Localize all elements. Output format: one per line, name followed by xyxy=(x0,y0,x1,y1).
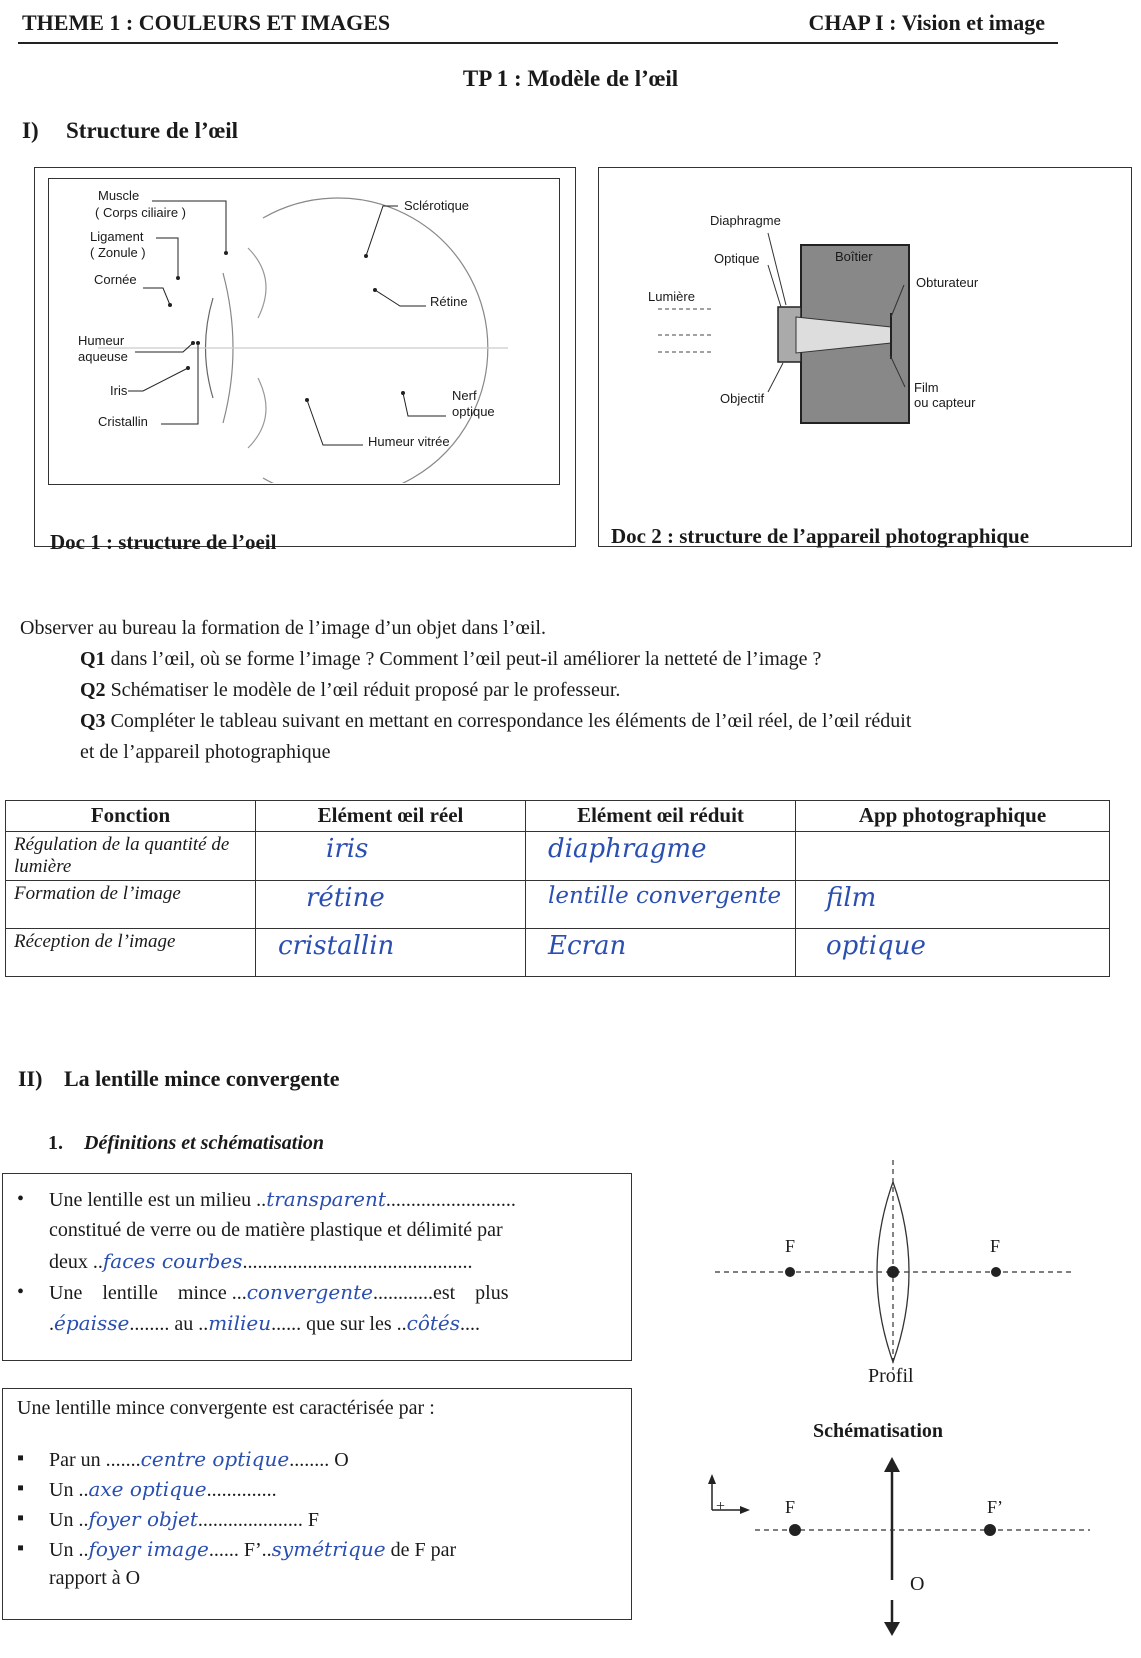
fill-symetrique[interactable]: symétrique xyxy=(271,1537,386,1561)
q1-num: Q1 xyxy=(80,648,106,670)
table-row xyxy=(6,881,1110,929)
label-cristallin: Cristallin xyxy=(98,414,148,429)
char-3-pre: Un .. xyxy=(49,1509,89,1531)
page-title: TP 1 : Modèle de l’œil xyxy=(462,66,679,91)
section1-number: I) xyxy=(22,118,39,143)
fill-convergente[interactable]: convergente xyxy=(246,1280,373,1304)
def-l5-c: ...... que sur les .. xyxy=(271,1313,407,1335)
label-obturateur: Obturateur xyxy=(916,275,979,290)
q1-text: dans l’œil, où se forme l’image ? Comment l’œil peut-il améliorer la netteté de l’image ? xyxy=(105,648,822,670)
square-bullet-3: ▪ xyxy=(17,1507,25,1529)
label-film: Film xyxy=(914,380,939,395)
label-zonule: ( Zonule ) xyxy=(90,245,146,260)
fill-transparent[interactable]: transparent xyxy=(266,1187,386,1211)
def-l5-d: .... xyxy=(460,1313,481,1335)
table-row xyxy=(6,832,1110,881)
chapter-title: CHAP I : Vision et image xyxy=(808,10,1045,35)
char-item-4 xyxy=(49,1537,456,1562)
char-last-line: rapport à O xyxy=(49,1567,141,1589)
section2-number: II) xyxy=(18,1066,43,1091)
def-l5-a: . xyxy=(49,1313,54,1335)
char-4-pre: Un .. xyxy=(49,1539,89,1561)
cell-app[interactable]: optique xyxy=(796,929,1110,977)
label-humeur-aqueuse-2: aqueuse xyxy=(78,349,128,364)
cell-reduit[interactable]: Ecran xyxy=(526,929,796,977)
q2-text: Schématiser le modèle de l’œil réduit proposé par le professeur. xyxy=(105,679,621,701)
def-l4-a: Une lentille mince ... xyxy=(49,1282,247,1304)
label-cornee: Cornée xyxy=(94,272,137,287)
label-objectif: Objectif xyxy=(720,391,765,406)
label-ligament: Ligament xyxy=(90,229,144,244)
cell-reduit[interactable]: diaphragme xyxy=(526,832,796,881)
def-l4-b: ............est plus xyxy=(372,1282,509,1304)
fill-centre-optique[interactable]: centre optique xyxy=(140,1447,290,1471)
square-bullet-1: ▪ xyxy=(17,1447,25,1469)
fill-axe-optique[interactable]: axe optique xyxy=(88,1477,207,1501)
cell-reel[interactable]: rétine xyxy=(256,881,526,929)
bullet-2: • xyxy=(17,1281,25,1303)
fill-milieu[interactable]: milieu xyxy=(208,1311,272,1335)
sign-plus: + xyxy=(716,1498,726,1515)
fill-foyer-image[interactable]: foyer image xyxy=(88,1537,209,1561)
char-title: Une lentille mince convergente est caractérisée par : xyxy=(17,1397,435,1419)
square-bullet-4: ▪ xyxy=(17,1537,25,1559)
char-1-post: ........ O xyxy=(289,1449,349,1471)
question-2 xyxy=(80,679,620,702)
label-nerf: Nerf xyxy=(452,388,477,403)
def-l3-b: .............................................. xyxy=(242,1251,473,1273)
question-1 xyxy=(80,648,821,671)
cell-reduit[interactable]: lentille convergente xyxy=(526,881,796,929)
correspondence-table xyxy=(5,800,1110,977)
header-app-photo: App photographique xyxy=(796,801,1110,832)
def-line-4 xyxy=(49,1277,509,1309)
cell-fonction: Régulation de la quantité de lumière xyxy=(6,832,256,881)
header-oeil-reduit: Elément œil réduit xyxy=(526,801,796,832)
char-1-pre: Par un ....... xyxy=(49,1449,141,1471)
sub-heading: Définitions et schématisation xyxy=(84,1132,325,1154)
label-humeur-aqueuse-1: Humeur xyxy=(78,333,125,348)
intro-text: Observer au bureau la formation de l’image d’un objet dans l’œil. xyxy=(20,617,546,639)
profil-label: Profil xyxy=(868,1365,914,1387)
char-item-3 xyxy=(49,1507,319,1532)
section2-heading: La lentille mince convergente xyxy=(64,1066,340,1091)
def-line-1 xyxy=(49,1184,516,1216)
label-boitier: Boîtier xyxy=(835,249,873,264)
definition-box xyxy=(2,1173,632,1361)
label-sclerotique: Sclérotique xyxy=(404,198,470,213)
cell-fonction: Réception de l’image xyxy=(6,929,256,977)
schematisation-label: Schématisation xyxy=(813,1420,943,1442)
char-2-post: .............. xyxy=(206,1479,277,1501)
char-item-1 xyxy=(49,1447,349,1472)
char-3-post: ..................... F xyxy=(197,1509,319,1531)
schema-center-o: O xyxy=(910,1573,925,1595)
doc1-caption: Doc 1 : structure de l’oeil xyxy=(50,530,277,554)
lens-focus-f1: F xyxy=(785,1236,796,1256)
char-4-post2: de F par xyxy=(385,1539,457,1561)
bullet-1: • xyxy=(17,1188,25,1210)
theme-title: THEME 1 : COULEURS ET IMAGES xyxy=(22,10,391,35)
characteristics-box xyxy=(2,1388,632,1620)
label-muscle: Muscle xyxy=(98,188,140,203)
fill-epaisse[interactable]: épaisse xyxy=(54,1311,130,1335)
question-3 xyxy=(80,710,911,733)
label-diaphragme: Diaphragme xyxy=(710,213,781,228)
def-l1-a: Une lentille est un milieu .. xyxy=(49,1189,267,1211)
schema-focus-f-prime: F’ xyxy=(987,1497,1004,1517)
header-fonction: Fonction xyxy=(6,801,256,832)
arrow-down-icon xyxy=(884,1600,902,1640)
label-corps-ciliaire: ( Corps ciliaire ) xyxy=(95,205,187,220)
sub-number: 1. xyxy=(48,1132,63,1154)
def-l3-a: deux .. xyxy=(49,1251,103,1273)
schema-focus-f: F xyxy=(785,1497,796,1517)
cell-reel[interactable]: cristallin xyxy=(256,929,526,977)
cell-app[interactable]: film xyxy=(796,881,1110,929)
def-l1-b: .......................... xyxy=(385,1189,516,1211)
section1-heading: Structure de l’œil xyxy=(66,118,239,143)
char-item-2 xyxy=(49,1477,277,1502)
label-optique: Optique xyxy=(714,251,760,266)
question-3-cont: et de l’appareil photographique xyxy=(80,741,331,763)
camera-labels xyxy=(598,167,1130,467)
cell-app[interactable] xyxy=(796,832,1110,881)
cell-fonction: Formation de l’image xyxy=(6,881,256,929)
label-nerf-optique: optique xyxy=(452,404,495,419)
def-line-5 xyxy=(49,1308,480,1340)
lens-focus-f2: F xyxy=(990,1236,1001,1256)
label-capteur: ou capteur xyxy=(914,395,976,410)
q3-text: Compléter le tableau suivant en mettant en correspondance les éléments de l’œil réel, de l’œil réduit xyxy=(105,710,912,732)
q3-num: Q3 xyxy=(80,710,106,732)
table-header-row xyxy=(6,801,1110,832)
def-line-2: constitué de verre ou de matière plastique et délimité par xyxy=(49,1219,503,1241)
def-l5-b: ........ au .. xyxy=(129,1313,209,1335)
char-2-pre: Un .. xyxy=(49,1479,89,1501)
q2-num: Q2 xyxy=(80,679,106,701)
table-row xyxy=(6,929,1110,977)
cell-reel[interactable]: iris xyxy=(256,832,526,881)
char-4-post: ...... F’.. xyxy=(208,1539,272,1561)
doc2-caption: Doc 2 : structure de l’appareil photographique xyxy=(611,524,1030,548)
label-retine: Rétine xyxy=(430,294,468,309)
label-humeur-vitree: Humeur vitrée xyxy=(368,434,450,449)
label-iris: Iris xyxy=(110,383,128,398)
eye-labels xyxy=(48,178,558,483)
def-line-3 xyxy=(49,1246,472,1278)
fill-faces-courbes[interactable]: faces courbes xyxy=(102,1249,243,1273)
fill-foyer-objet[interactable]: foyer objet xyxy=(88,1507,198,1531)
square-bullet-2: ▪ xyxy=(17,1477,25,1499)
header-rule xyxy=(18,42,1058,44)
label-lumiere: Lumière xyxy=(648,289,695,304)
header-oeil-reel: Elément œil réel xyxy=(256,801,526,832)
fill-cotes[interactable]: côtés xyxy=(406,1311,461,1335)
